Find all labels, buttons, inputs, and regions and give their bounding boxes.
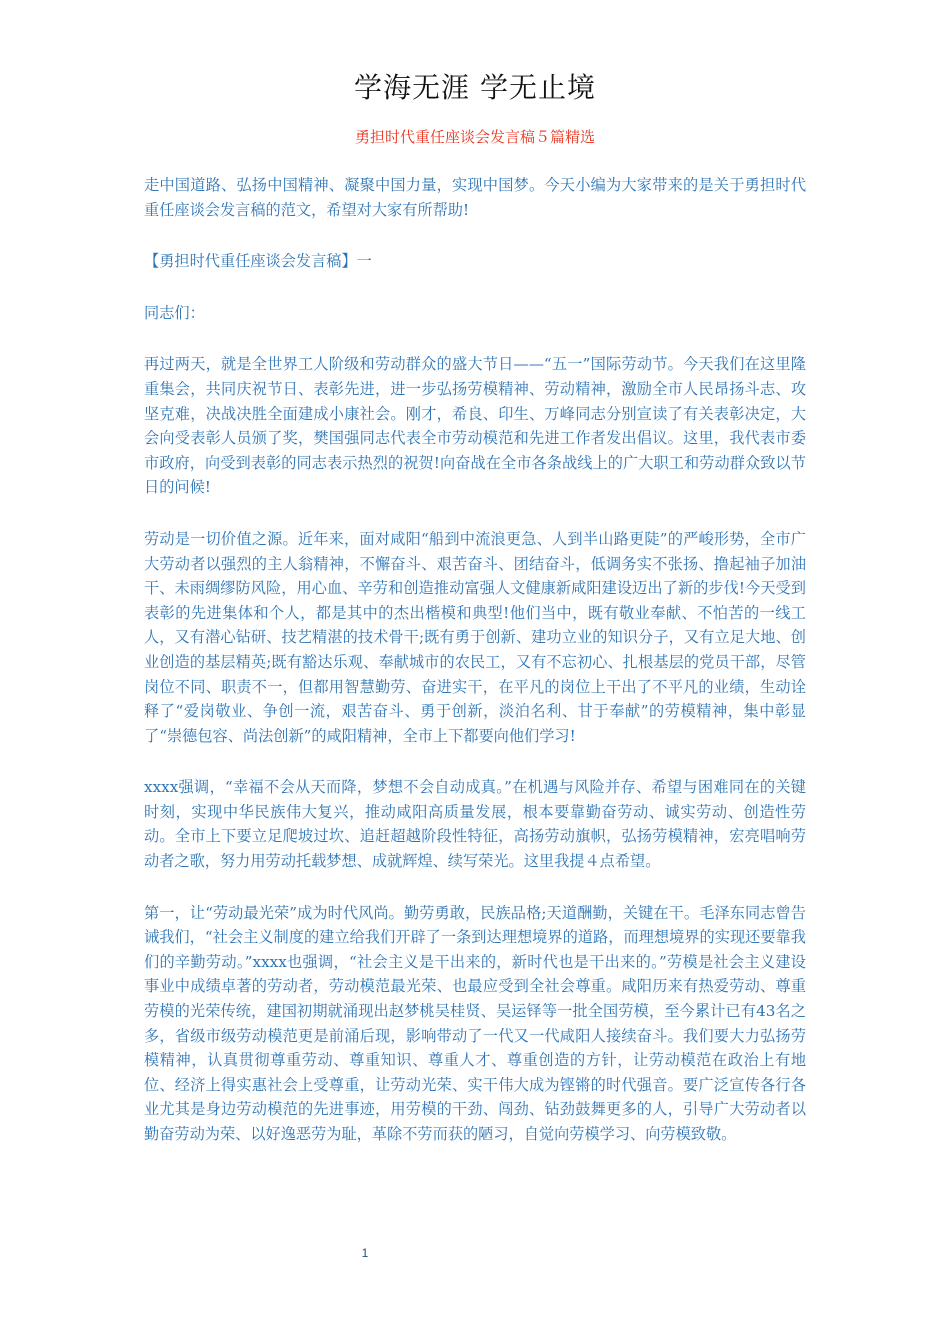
- document-title: 勇担时代重任座谈会发言稿５篇精选: [354, 128, 595, 146]
- salutation: 同志们：: [144, 303, 205, 322]
- body-paragraph: 劳动是一切价值之源。近年来，面对咸阳“船到中流浪更急、人到半山路更陡”的严峻形势，全市广大劳动者以强烈的主人翁精神，不懈奋斗、艰苦奋斗、团结奋斗，低调务实不张扬、撸起袖子加油干、未雨绸缪防风险，用心血、辛劳和创造推动富强人文健康新咸阳建设迈出了新的步伐!今天受到表彰的先进集体和个人，都是其中的杰出楷模和典型!他们当中，既有敬业奉献、不怕苦的一线工人，又有潜心钻研、技艺精湛的技术骨干;既有勇于创新、建功立业的知识分子，又有立足大地、创业创造的基层精英;既有豁达乐观、奉献城市的农民工，又有不忘初心、扎根基层的党员干部，尽管岗位不同、职责不一，但都用智慧勤劳、奋进实干，在平凡的岗位上干出了不平凡的业绩，生动诠释了“爱岗敬业、争创一流，艰苦奋斗、勇于创新，淡泊名利、甘于奉献”的劳模精神，集中彰显了“崇德包容、尚法创新”的咸阳精神，全市上下都要向他们学习!: [144, 529, 806, 745]
- body-paragraph: 再过两天，就是全世界工人阶级和劳动群众的盛大节日——“五一”国际劳动节。今天我们在这里隆重集会，共同庆祝节日、表彰先进，进一步弘扬劳模精神、劳动精神，激励全市人民昂扬斗志、攻坚克难，决战决胜全面建成小康社会。刚才，希良、印生、万峰同志分别宣读了有关表彰决定，大会向受表彰人员颁了奖，樊国强同志代表全市劳动模范和先进工作者发出倡议。这里，我代表市委市政府，向受到表彰的同志表示热烈的祝贺!向奋战在全市各条战线上的广大职工和劳动群众致以节日的问候!: [144, 355, 806, 497]
- section-heading: 【勇担时代重任座谈会发言稿】一: [144, 252, 372, 271]
- body-paragraph: xxxx强调，“幸福不会从天而降，梦想不会自动成真。”在机遇与风险并存、希望与困难同在的关键时刻，实现中华民族伟大复兴，推动咸阳高质量发展，根本要靠勤奋劳动、诚实劳动、创造性劳动。全市上下要立足爬坡过坎、追赶超越阶段性特征，高扬劳动旗帜，弘扬劳模精神，宏亮唱响劳动者之歌，努力用劳动托载梦想、成就辉煌、续写荣光。这里我提４点希望。: [144, 778, 806, 871]
- body-paragraph: 第一，让“劳动最光荣”成为时代风尚。勤劳勇敢，民族品格;天道酬勤，关键在干。毛泽东同志曾告诫我们，“社会主义制度的建立给我们开辟了一条到达理想境界的道路，而理想境界的实现还要靠我们的辛勤劳动。”xxxx也强调，“社会主义是干出来的，新时代也是干出来的。”劳模是社会主义建设事业中成绩卓著的劳动者，劳动模范最光荣、也最应受到全社会尊重。咸阳历来有热爱劳动、尊重劳模的光荣传统，建国初期就涌现出赵梦桃吴桂贤、吴运铎等一批全国劳模，至今累计已有43名之多，省级市级劳动模范更是前涌后现，影响带动了一代又一代咸阳人接续奋斗。我们要大力弘扬劳模精神，认真贯彻尊重劳动、尊重知识、尊重人才、尊重创造的方针，让劳动模范在政治上有地位、经济上得实惠社会上受尊重，让劳动光荣、实干伟大成为铿锵的时代强音。要广泛宣传各行各业尤其是身边劳动模范的先进事迹，用劳模的干劲、闯劲、钻劲鼓舞更多的人，引导广大劳动者以勤奋劳动为荣、以好逸恶劳为耻，革除不劳而获的陋习，自觉向劳模学习、向劳模致敬。: [144, 903, 806, 1143]
- page-number: 1: [361, 1246, 369, 1260]
- document-body: [144, 173, 806, 1174]
- header-title: 学海无涯 学无止境: [354, 71, 596, 104]
- intro-paragraph: 走中国道路、弘扬中国精神、凝聚中国力量，实现中国梦。今天小编为大家带来的是关于勇担时代重任座谈会发言稿的范文，希望对大家有所帮助!: [144, 176, 806, 219]
